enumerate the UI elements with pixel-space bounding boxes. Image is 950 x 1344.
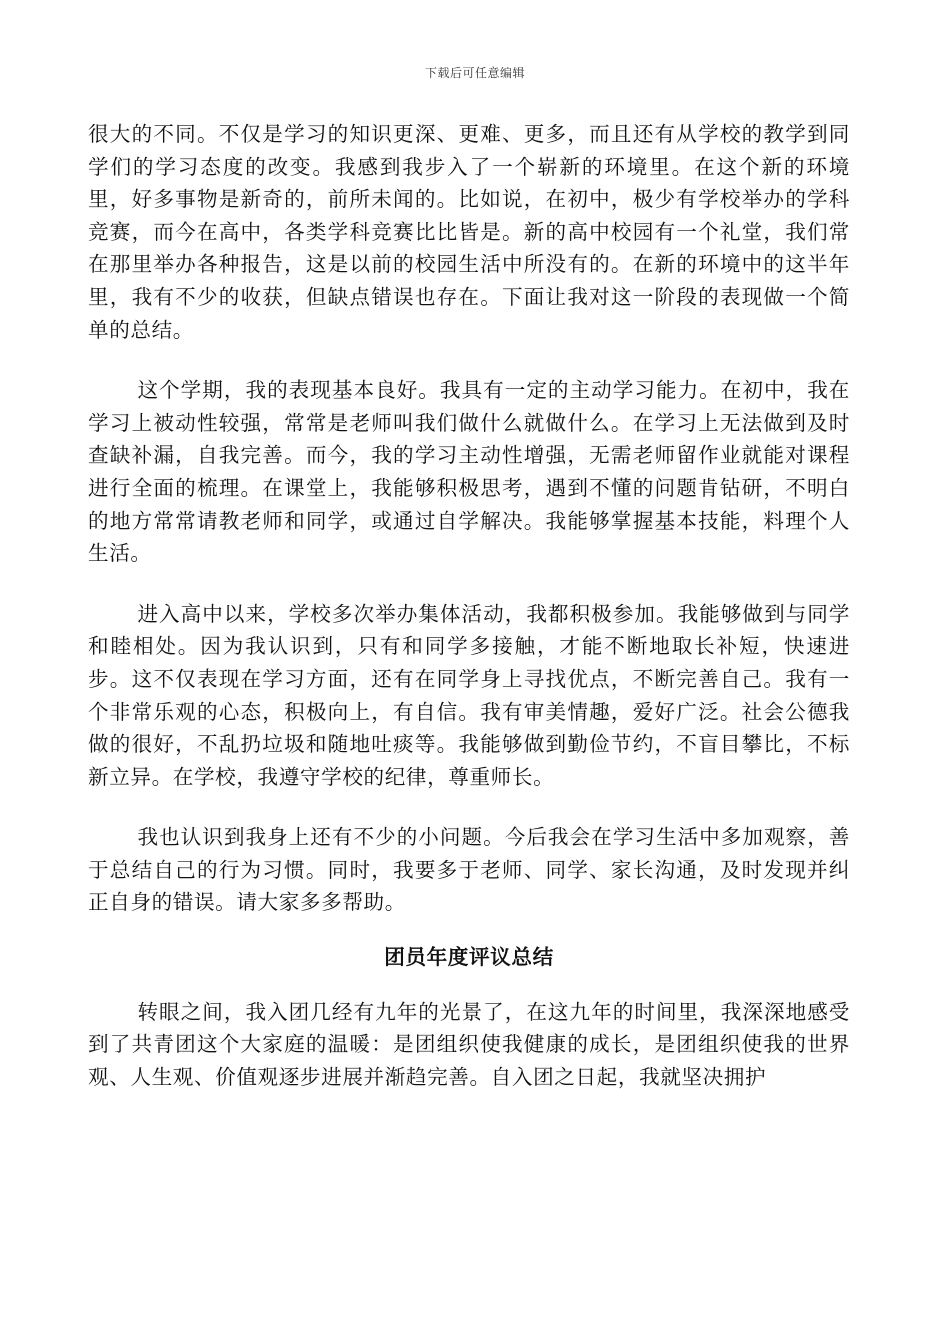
paragraph-spacer [88, 346, 850, 374]
document-body [88, 118, 850, 1093]
paragraph-1: 很大的不同。不仅是学习的知识更深、更难、更多，而且还有从学校的教学到同学们的学习态度的改变。我感到我步入了一个崭新的环境里。在这个新的环境里，好多事物是新奇的，前所未闻的。比如说，在初中，极少有学校举办的学科竞赛，而今在高中，各类学科竞赛比比皆是。新的高中校园有一个礼堂，我们常在那里举办各种报告，这是以前的校园生活中所没有的。在新的环境中的这半年里，我有不少的收获，但缺点错误也存在。下面让我对这一阶段的表现做一个简单的总结。 [88, 122, 850, 342]
paragraph-spacer [88, 570, 850, 598]
page-header: 下载后可任意编辑 [424, 66, 525, 80]
paragraph-spacer [88, 974, 850, 996]
paragraph-spacer [88, 919, 850, 941]
paragraph-4: 我也认识到我身上还有不少的小问题。今后我会在学习生活中多加观察，善于总结自己的行为习惯。同时，我要多于老师、同学、家长沟通，及时发现并纠正自身的错误。请大家多多帮助。 [88, 825, 850, 915]
paragraph-2: 这个学期，我的表现基本良好。我具有一定的主动学习能力。在初中，我在学习上被动性较强，常常是老师叫我们做什么就做什么。在学习上无法做到及时查缺补漏，自我完善。而今，我的学习主动性增强，无需老师留作业就能对课程进行全面的梳理。在课堂上，我能够积极思考，遇到不懂的问题肯钻研，不明白的地方常常请教老师和同学，或通过自学解决。我能够掌握基本技能，料理个人生活。 [88, 378, 850, 566]
paragraph-spacer [88, 793, 850, 821]
paragraph-3: 进入高中以来，学校多次举办集体活动，我都积极参加。我能够做到与同学和睦相处。因为我认识到，只有和同学多接触，才能不断地取长补短，快速进步。这不仅表现在学习方面，还有在同学身上寻找优点，不断完善自己。我有一个非常乐观的心态，积极向上，有自信。我有审美情趣，爱好广泛。社会公德我做的很好，不乱扔垃圾和随地吐痰等。我能够做到勤俭节约，不盲目攀比，不标新立异。在学校，我遵守学校的纪律，尊重师长。 [88, 601, 850, 789]
section-paragraph: 转眼之间，我入团几经有九年的光景了，在这九年的时间里，我深深地感受到了共青团这个大家庭的温暖：是团组织使我健康的成长，是团组织使我的世界观、人生观、价值观逐步进展并渐趋完善。自入团之日起，我就坚决拥护 [88, 999, 850, 1089]
section-title: 团员年度评议总结 [384, 945, 554, 970]
